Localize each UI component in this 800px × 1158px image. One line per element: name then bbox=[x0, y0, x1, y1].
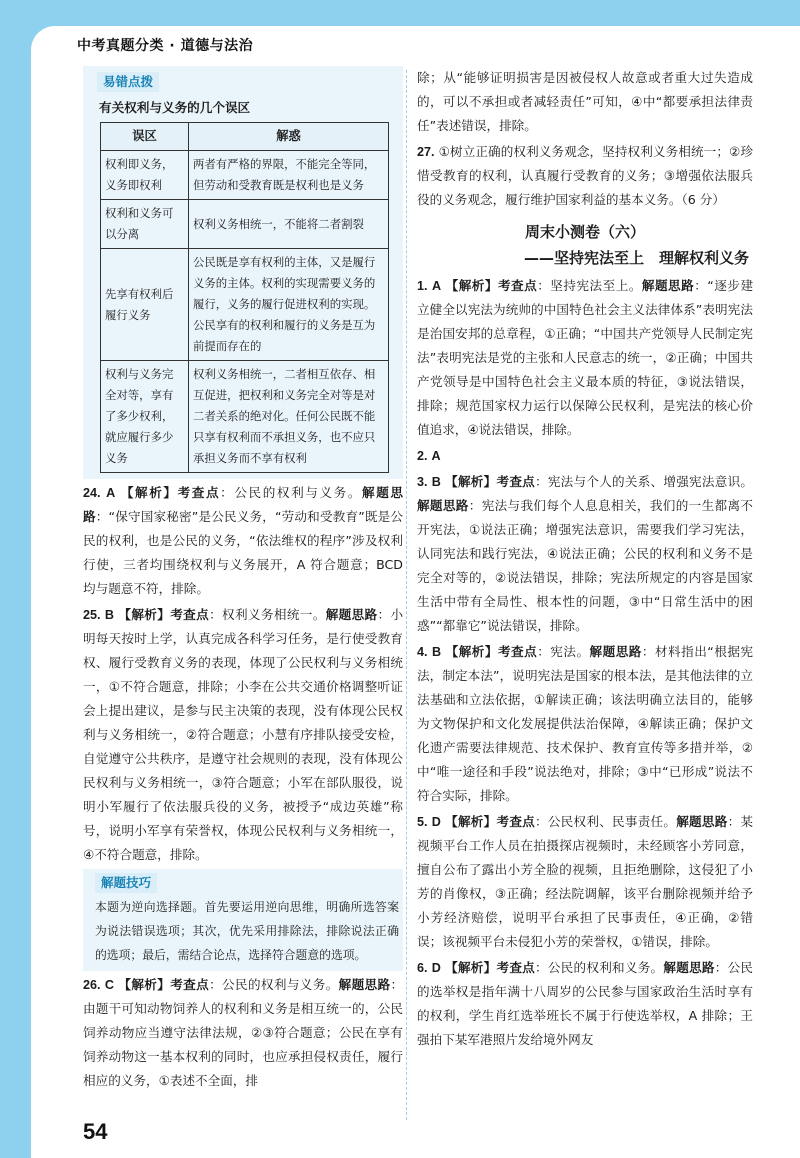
answer-1: 1. A 【解析】考查点：坚持宪法至上。解题思路：“逐步建立健全以宪法为统帅的中国特色社会主义法律体系”表明宪法是治国安邦的总章程，①正确；“中国共产党领导人民制定宪法”表明宪法是党的主张和人民意志的统一，②正确；中国共产党领导是中国特色社会主义最本质的特征，③说法错误，排除；规范国家权力运行以保障公民权利，是宪法的核心价值追求，④说法错误，排除。 bbox=[417, 278, 754, 437]
answer-4: 4. B 【解析】考查点：宪法。解题思路：材料指出“根据宪法，制定本法”，说明宪法是国家的根本法，是其他法律的立法基础和立法依据，①解读正确；该法明确立法目的，能够为文物保护和文化发展提供法治保障，④解读正确；保护文化遗产需要法律规范、技术保护、教育宣传等多措并举，②中“唯一途径和手段”说法绝对，排除；③中“已形成”说法不符合实际，排除。 bbox=[417, 644, 754, 803]
table-row bbox=[101, 151, 389, 200]
right-column bbox=[417, 64, 753, 1052]
page-header: 中考真题分类 · 道德与法治 bbox=[77, 38, 254, 54]
table-row bbox=[101, 200, 389, 249]
mistake-table bbox=[100, 122, 389, 473]
table-row bbox=[101, 249, 389, 361]
table-cell-mistake: 权利即义务，义务即权利 bbox=[101, 151, 189, 200]
table-cell-mistake: 权利和义务可以分离 bbox=[101, 200, 189, 249]
table-cell-clarify: 权利义务相统一，二者相互依存、相互促进，把权利和义务完全对等是对二者关系的绝对化。任何公民既不能只享有权利而不承担义务，也不应只承担义务而不享有权利 bbox=[189, 361, 389, 473]
page-sheet bbox=[31, 26, 800, 1158]
table-header-mistake: 误区 bbox=[101, 123, 189, 151]
answer-25: 25. B 【解析】考查点：权利义务相统一。解题思路：小明每天按时上学，认真完成各科学习任务，是行使受教育权、履行受教育义务的表现，体现了公民权利与义务相统一，①不符合题意，排除；小李在公共交通价格调整听证会上提出建议，是参与民主决策的表现，没有体现公民权利与义务相统一，②符合题意；小慧有序排队接受安检，自觉遵守公共秩序，是遵守社会规则的表现，没有体现公民权利与义务相统一，③符合题意；小军在部队服役，说明小军履行了依法服兵役的义务，被授予“成边英雄”称号，说明小军享有荣誉权，体现公民权利与义务相统一，④不符合题意，排除。 bbox=[83, 607, 404, 862]
answer-27: 27. ①树立正确的权利义务观念，坚持权利义务相统一；②珍惜受教育的权利，认真履行受教育的义务；③增强依法服兵役的义务观念，履行维护国家利益的基本义务。（6 分） bbox=[417, 144, 753, 207]
table-header-clarify: 解惑 bbox=[189, 123, 389, 151]
answer-6: 6. D 【解析】考查点：公民的权利和义务。解题思路：公民的选举权是指年满十八周岁的公民参与国家政治生活时享有的权利，学生肖红选举班长不属于行使选举权，A 排除；王强拍下某军港照片发给境外网友 bbox=[417, 960, 754, 1047]
table-cell-clarify: 权利义务相统一，不能将二者割裂 bbox=[189, 200, 389, 249]
answer-2: 2. A bbox=[417, 449, 441, 463]
table-cell-clarify: 两者有严格的界限，不能完全等同，但劳动和受教育既是权利也是义务 bbox=[189, 151, 389, 200]
answer-26-continued: 除；从“能够证明损害是因被侵权人故意或者重大过失造成的，可以不承担或者减轻责任”可知，④中“都要承担法律责任”表述错误，排除。 bbox=[417, 70, 753, 133]
left-column bbox=[83, 66, 403, 1093]
error-tip-title: 有关权利与义务的几个误区 bbox=[99, 100, 251, 115]
page-number: 54 bbox=[83, 1119, 108, 1144]
section-subtitle: ——坚持宪法至上 理解权利义务 bbox=[523, 249, 749, 267]
table-cell-mistake: 权利与义务完全对等，享有了多少权利，就应履行多少义务 bbox=[101, 361, 189, 473]
column-divider bbox=[406, 70, 407, 1120]
solving-tip-box bbox=[83, 869, 403, 971]
solving-tip-tag: 解题技巧 bbox=[95, 873, 157, 893]
table-cell-mistake: 先享有权利后履行义务 bbox=[101, 249, 189, 361]
solving-tip-text: 本题为逆向选择题。首先要运用逆向思维，明确所选答案为说法错误选项；其次，优先采用排除法，排除说法正确的选项；最后，需结合论点，选择符合题意的选项。 bbox=[95, 900, 399, 962]
answer-26: 26. C 【解析】考查点：公民的权利与义务。解题思路：由题干可知动物饲养人的权利和义务是相互统一的，公民饲养动物应当遵守法律法规，②③符合题意；公民在享有饲养动物这一基本权利的同时，也应承担侵权责任，履行相应的义务，①表述不全面，排 bbox=[83, 977, 404, 1088]
section-title: 周末小测卷（六） bbox=[524, 223, 645, 241]
error-tip-tag: 易错点拨 bbox=[97, 72, 159, 92]
table-row bbox=[101, 361, 389, 473]
answer-3: 3. B 【解析】考查点：宪法与个人的关系、增强宪法意识。解题思路：宪法与我们每个人息息相关，我们的一生都离不开宪法，①说法正确；增强宪法意识，需要我们学习宪法，认同宪法和践行宪法，④说法正确；公民的权利和义务不是完全对等的，②说法错误，排除；宪法所规定的内容是国家生活中带有全局性、根本性的问题，③中“日常生活中的困惑”“都靠它”说法错误，排除。 bbox=[417, 474, 754, 633]
answer-5: 5. D 【解析】考查点：公民权利、民事责任。解题思路：某视频平台工作人员在拍摄探店视频时，未经顾客小芳同意，擅自公布了露出小芳全脸的视频，且拒绝删除，这侵犯了小芳的肖像权，③正确；经法院调解，该平台删除视频并给予小芳经济赔偿，说明平台承担了民事责任，④正确，②错误；该视频平台未侵犯小芳的荣誉权，①错误，排除。 bbox=[417, 814, 754, 949]
error-tip-box bbox=[83, 66, 403, 479]
table-cell-clarify: 公民既是享有权利的主体，又是履行义务的主体。权利的实现需要义务的履行，义务的履行促进权利的实现。公民享有的权利和履行的义务是互为前提而存在的 bbox=[189, 249, 389, 361]
answer-24: 24. A 【解析】考查点：公民的权利与义务。解题思路：“保守国家秘密”是公民义务，“劳动和受教育”既是公民的权利，也是公民的义务，“依法维权的程序”涉及权利行使，三者均围绕权利与义务展开，A 符合题意；BCD 均与题意不符，排除。 bbox=[83, 485, 404, 596]
